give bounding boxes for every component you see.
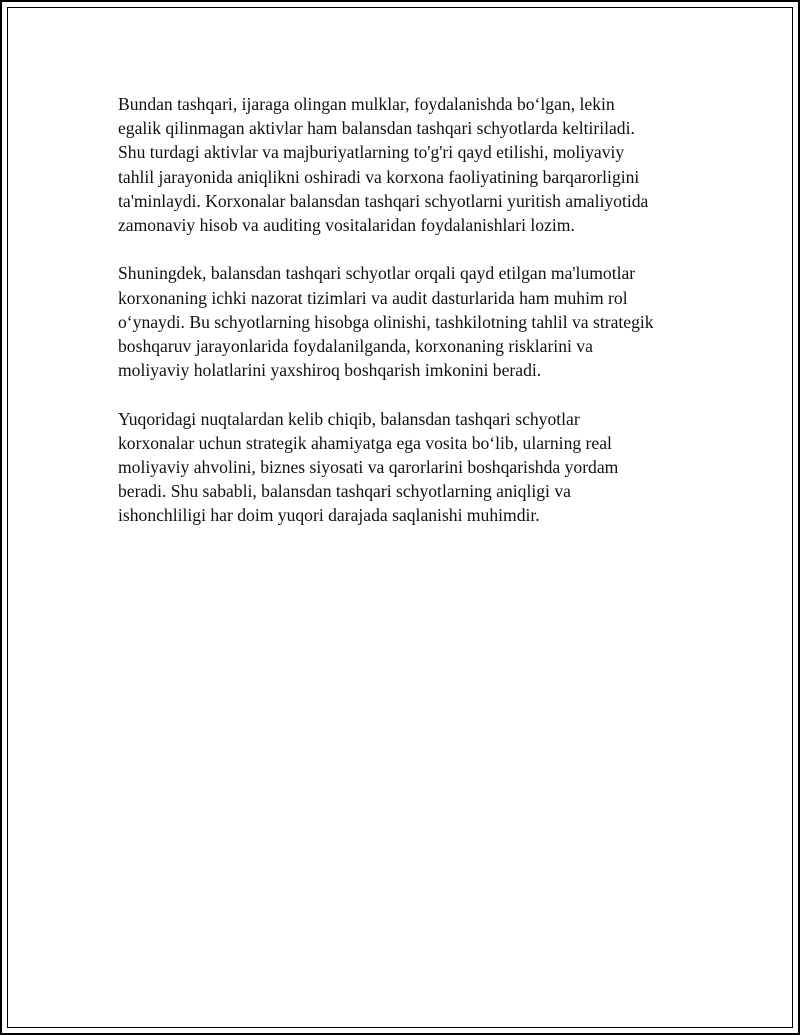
text-line: egalik qilinmagan aktivlar ham balansdan tashqari schyotlarda keltiriladi. — [118, 118, 635, 139]
text-line: ishonchliligi har doim yuqori darajada saqlanishi muhimdir. — [118, 505, 540, 526]
paragraph-2 — [118, 261, 698, 382]
text-line: korxonalar uchun strategik ahamiyatga ega vosita bo‘lib, ularning real — [118, 432, 612, 453]
text-line: tahlil jarayonida aniqlikni oshiradi va korxona faoliyatining barqarorligini — [118, 166, 640, 187]
text-line: beradi. Shu sababli, balansdan tashqari schyotlarning aniqligi va — [118, 481, 571, 502]
text-line: boshqaruv jarayonlarida foydalanilganda, korxonaning risklarini va — [118, 336, 593, 357]
text-line: korxonaning ichki nazorat tizimlari va audit dasturlarida ham muhim rol — [118, 287, 628, 308]
text-line: moliyaviy ahvolini, biznes siyosati va qarorlarini boshqarishda yordam — [118, 457, 619, 478]
text-line: Bundan tashqari, ijaraga olingan mulklar, foydalanishda bo‘lgan, lekin — [118, 94, 615, 114]
text-line: zamonaviy hisob va auditing vositalaridan foydalanishlari lozim. — [118, 215, 575, 236]
text-line: Shu turdagi aktivlar va majburiyatlarning to'g'ri qayd etilishi, moliyaviy — [118, 142, 625, 163]
text-line: ta'minlaydi. Korxonalar balansdan tashqari schyotlarni yuritish amaliyotida — [118, 190, 649, 211]
text-line: Yuqoridagi nuqtalardan kelib chiqib, balansdan tashqari schyotlar — [118, 408, 580, 429]
paragraph-3 — [118, 407, 698, 528]
document-body — [118, 92, 698, 552]
paragraph-1 — [118, 92, 698, 237]
text-line: Shuningdek, balansdan tashqari schyotlar orqali qayd etilgan ma'lumotlar — [118, 263, 636, 284]
text-line: o‘ynaydi. Bu schyotlarning hisobga olinishi, tashkilotning tahlil va strategik — [118, 311, 654, 332]
text-line: moliyaviy holatlarini yaxshiroq boshqarish imkonini beradi. — [118, 360, 542, 381]
